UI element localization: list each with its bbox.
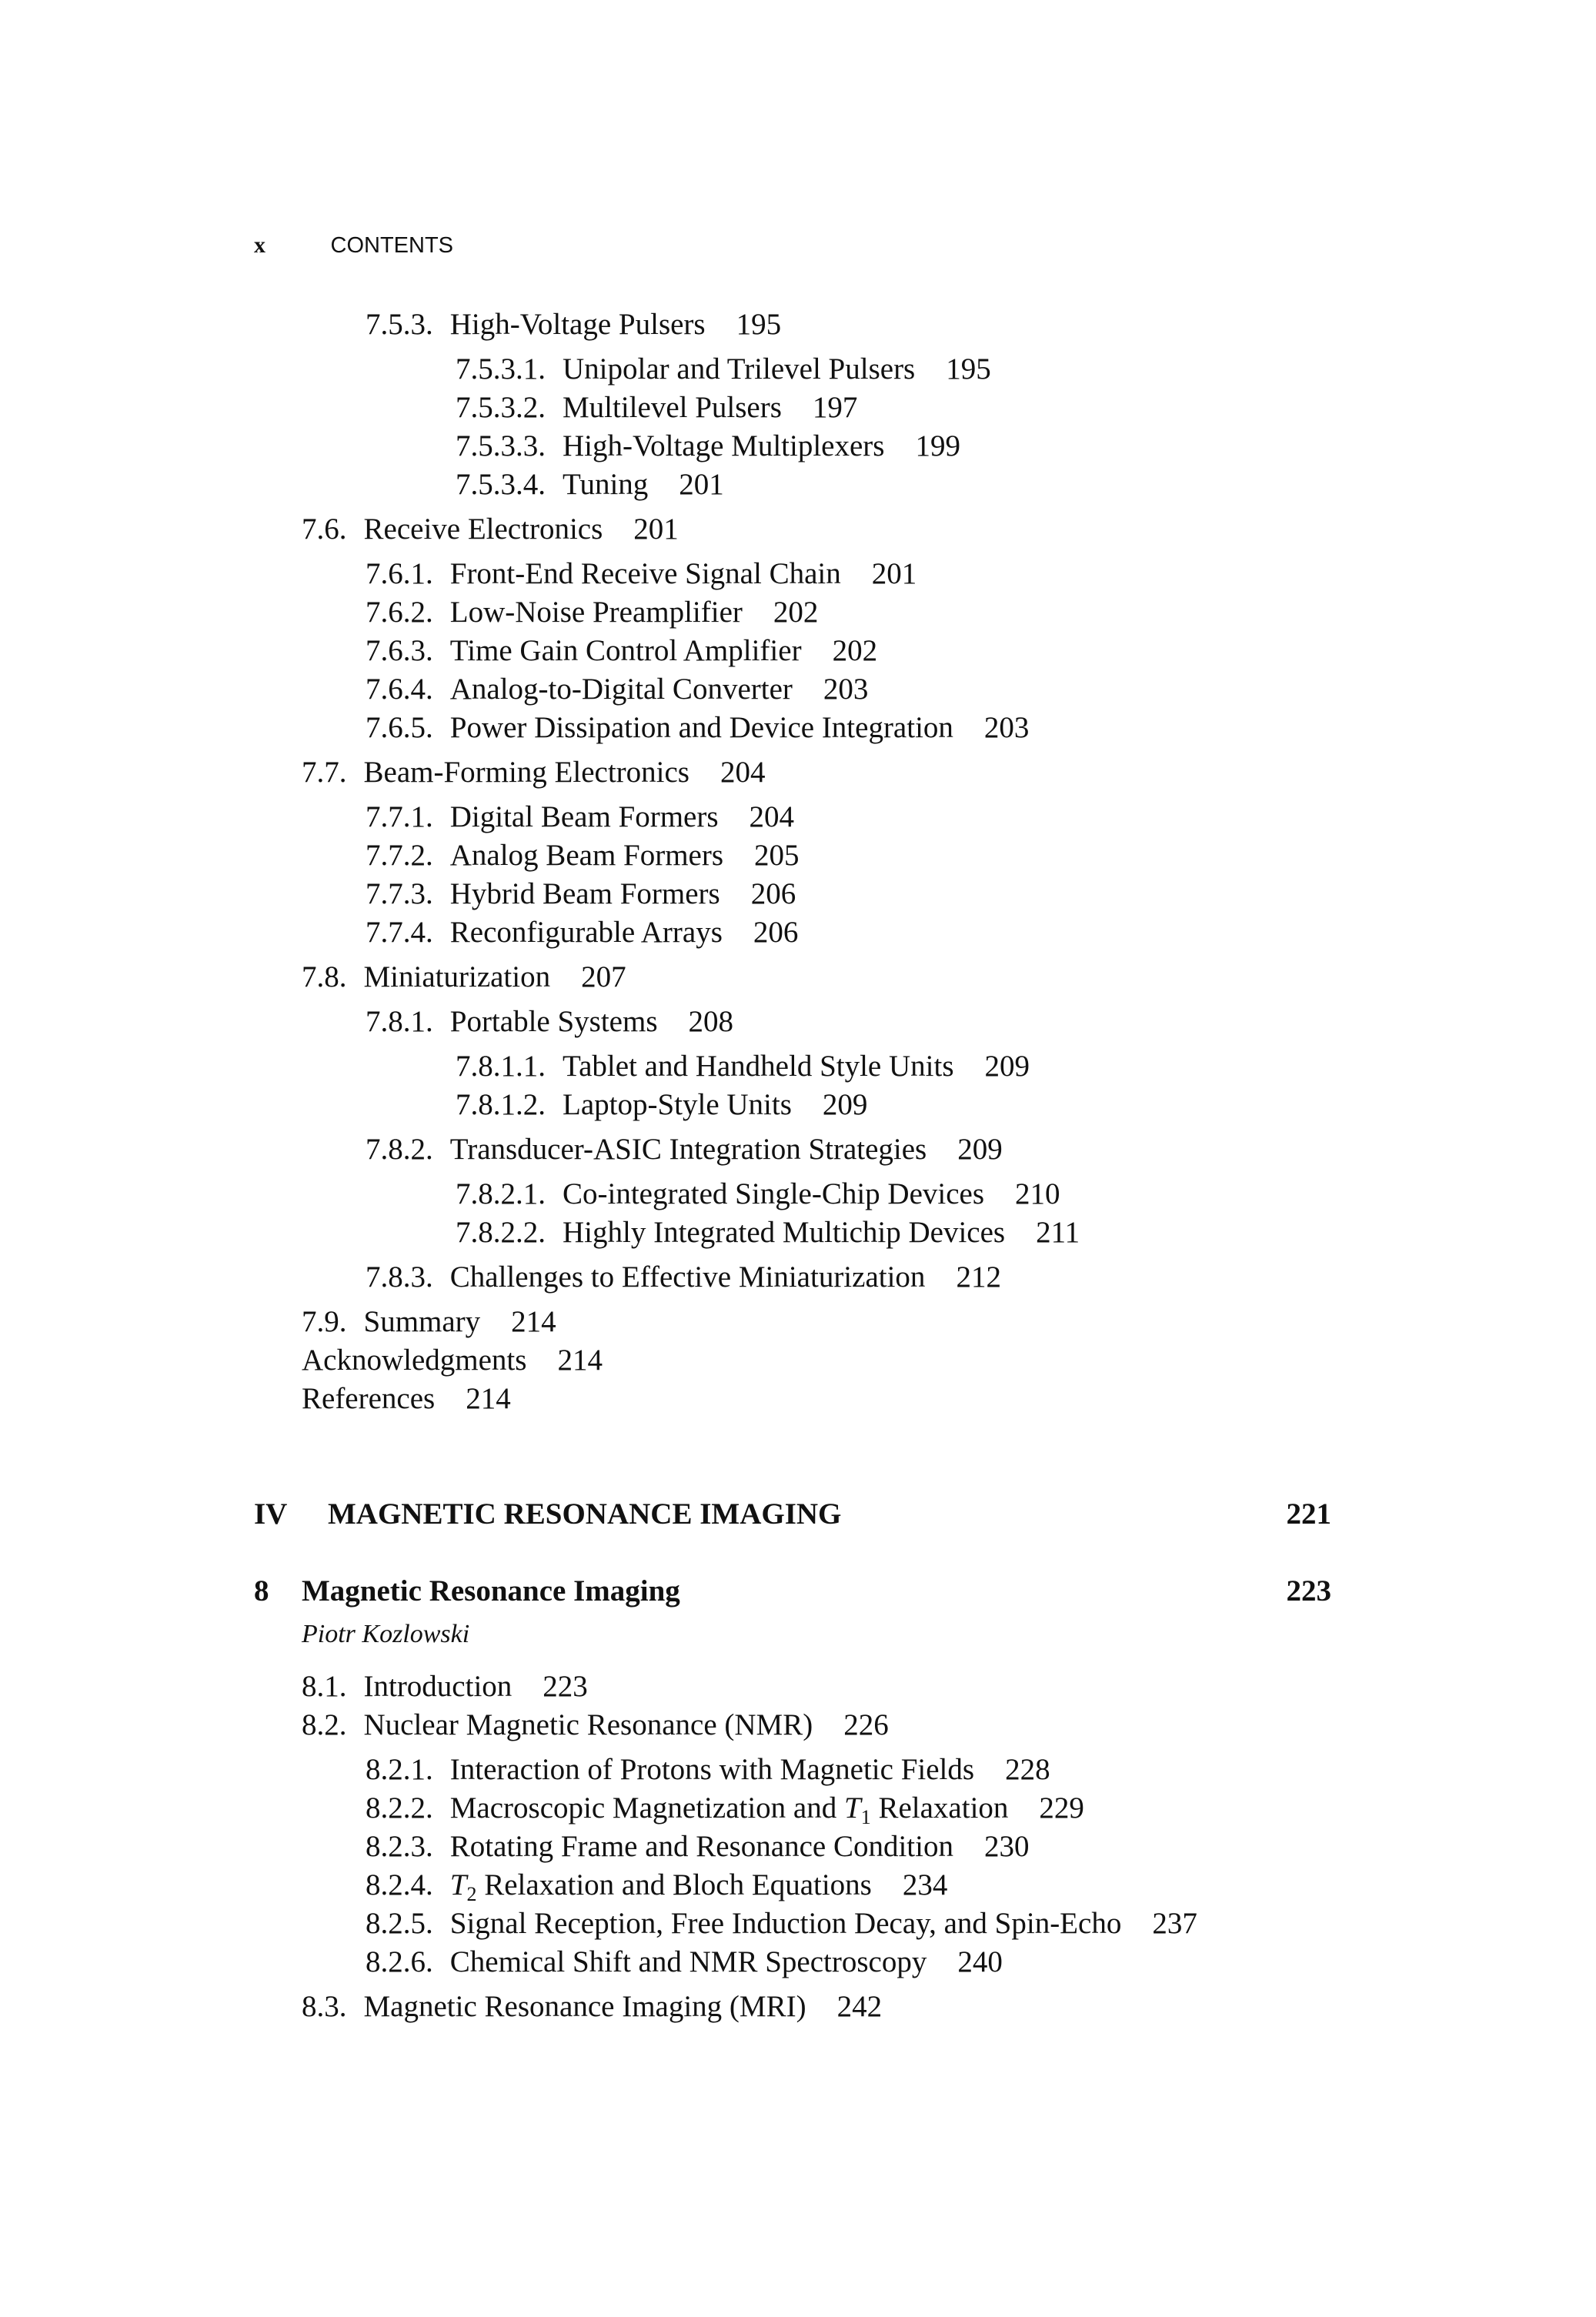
toc-entry: 7.8.1.1. Tablet and Handheld Style Units 209: [456, 1050, 1030, 1083]
toc-entry: 7.5.3.4. Tuning 201: [456, 468, 724, 501]
toc-entry: 7.8.2.2. Highly Integrated Multichip Devices 211: [456, 1216, 1080, 1249]
toc-entry: 8.2.4. $T_2$ Relaxation and Bloch Equations 234: [366, 1868, 948, 1905]
toc-entry: 7.6. Receive Electronics 201: [302, 512, 679, 546]
toc-entry: 7.7.3. Hybrid Beam Formers 206: [366, 877, 796, 910]
toc-entry: 7.8. Miniaturization 207: [302, 960, 626, 993]
toc-entry: 8.2.3. Rotating Frame and Resonance Condition 230: [366, 1830, 1030, 1863]
part-page: 221: [1286, 1497, 1331, 1531]
toc-entry: 7.9. Summary 214: [302, 1305, 556, 1338]
toc-entry: 7.7.4. Reconfigurable Arrays 206: [366, 916, 799, 949]
page-number: x: [254, 232, 265, 258]
toc-entry: 8.2.1. Interaction of Protons with Magnetic Fields 228: [366, 1753, 1050, 1786]
toc-entry: 7.5.3. High-Voltage Pulsers 195: [366, 308, 782, 341]
toc-entry: 7.6.1. Front-End Receive Signal Chain 201: [366, 557, 917, 590]
toc-entry: 8.2.6. Chemical Shift and NMR Spectroscopy 240: [366, 1945, 1003, 1978]
toc-entry: 7.5.3.3. High-Voltage Multiplexers 199: [456, 429, 960, 462]
toc-entry: References 214: [302, 1382, 511, 1415]
toc-entry: 7.8.2. Transducer-ASIC Integration Strategies 209: [366, 1133, 1003, 1166]
chapter-author: Piotr Kozlowski: [302, 1620, 470, 1648]
part-heading: [254, 1499, 1331, 1529]
toc-entry: 7.8.1.2. Laptop-Style Units 209: [456, 1088, 868, 1121]
toc-entry: 7.6.3. Time Gain Control Amplifier 202: [366, 634, 878, 667]
toc-entry: 8.1. Introduction 223: [302, 1670, 588, 1703]
chapter-page: 223: [1286, 1574, 1331, 1608]
chapter-title: Magnetic Resonance Imaging: [302, 1574, 680, 1608]
toc-entry: 7.5.3.1. Unipolar and Trilevel Pulsers 195: [456, 352, 991, 386]
toc-entry: 7.5.3.2. Multilevel Pulsers 197: [456, 391, 858, 424]
toc-entry: 8.3. Magnetic Resonance Imaging (MRI) 242: [302, 1990, 883, 2023]
toc-entry: 7.7. Beam-Forming Electronics 204: [302, 756, 766, 789]
toc-entry: 8.2.2. Macroscopic Magnetization and $T_1$ Relaxation 229: [366, 1791, 1084, 1828]
part-label: IV: [254, 1497, 288, 1531]
toc-entry: 7.8.3. Challenges to Effective Miniaturization 212: [366, 1260, 1001, 1294]
running-title: CONTENTS: [330, 233, 453, 258]
toc-entry: 8.2.5. Signal Reception, Free Induction Decay, and Spin-Echo 237: [366, 1907, 1197, 1940]
toc-entry: 8.2. Nuclear Magnetic Resonance (NMR) 226: [302, 1708, 889, 1741]
part-title: MAGNETIC RESONANCE IMAGING: [328, 1497, 842, 1531]
toc-entry: 7.8.1. Portable Systems 208: [366, 1005, 733, 1038]
toc-entry: 7.6.2. Low-Noise Preamplifier 202: [366, 596, 819, 629]
chapter-label: 8: [254, 1574, 269, 1608]
toc-entry: 7.7.1. Digital Beam Formers 204: [366, 800, 795, 833]
chapter-heading: [254, 1576, 1331, 1606]
toc-entry: Acknowledgments 214: [302, 1344, 603, 1377]
running-header: [254, 232, 453, 259]
toc-entry: 7.6.5. Power Dissipation and Device Integration 203: [366, 711, 1030, 744]
toc-entry: 7.7.2. Analog Beam Formers 205: [366, 839, 800, 872]
toc-entry: 7.6.4. Analog-to-Digital Converter 203: [366, 673, 869, 706]
toc-entry: 7.8.2.1. Co-integrated Single-Chip Devices 210: [456, 1177, 1060, 1210]
